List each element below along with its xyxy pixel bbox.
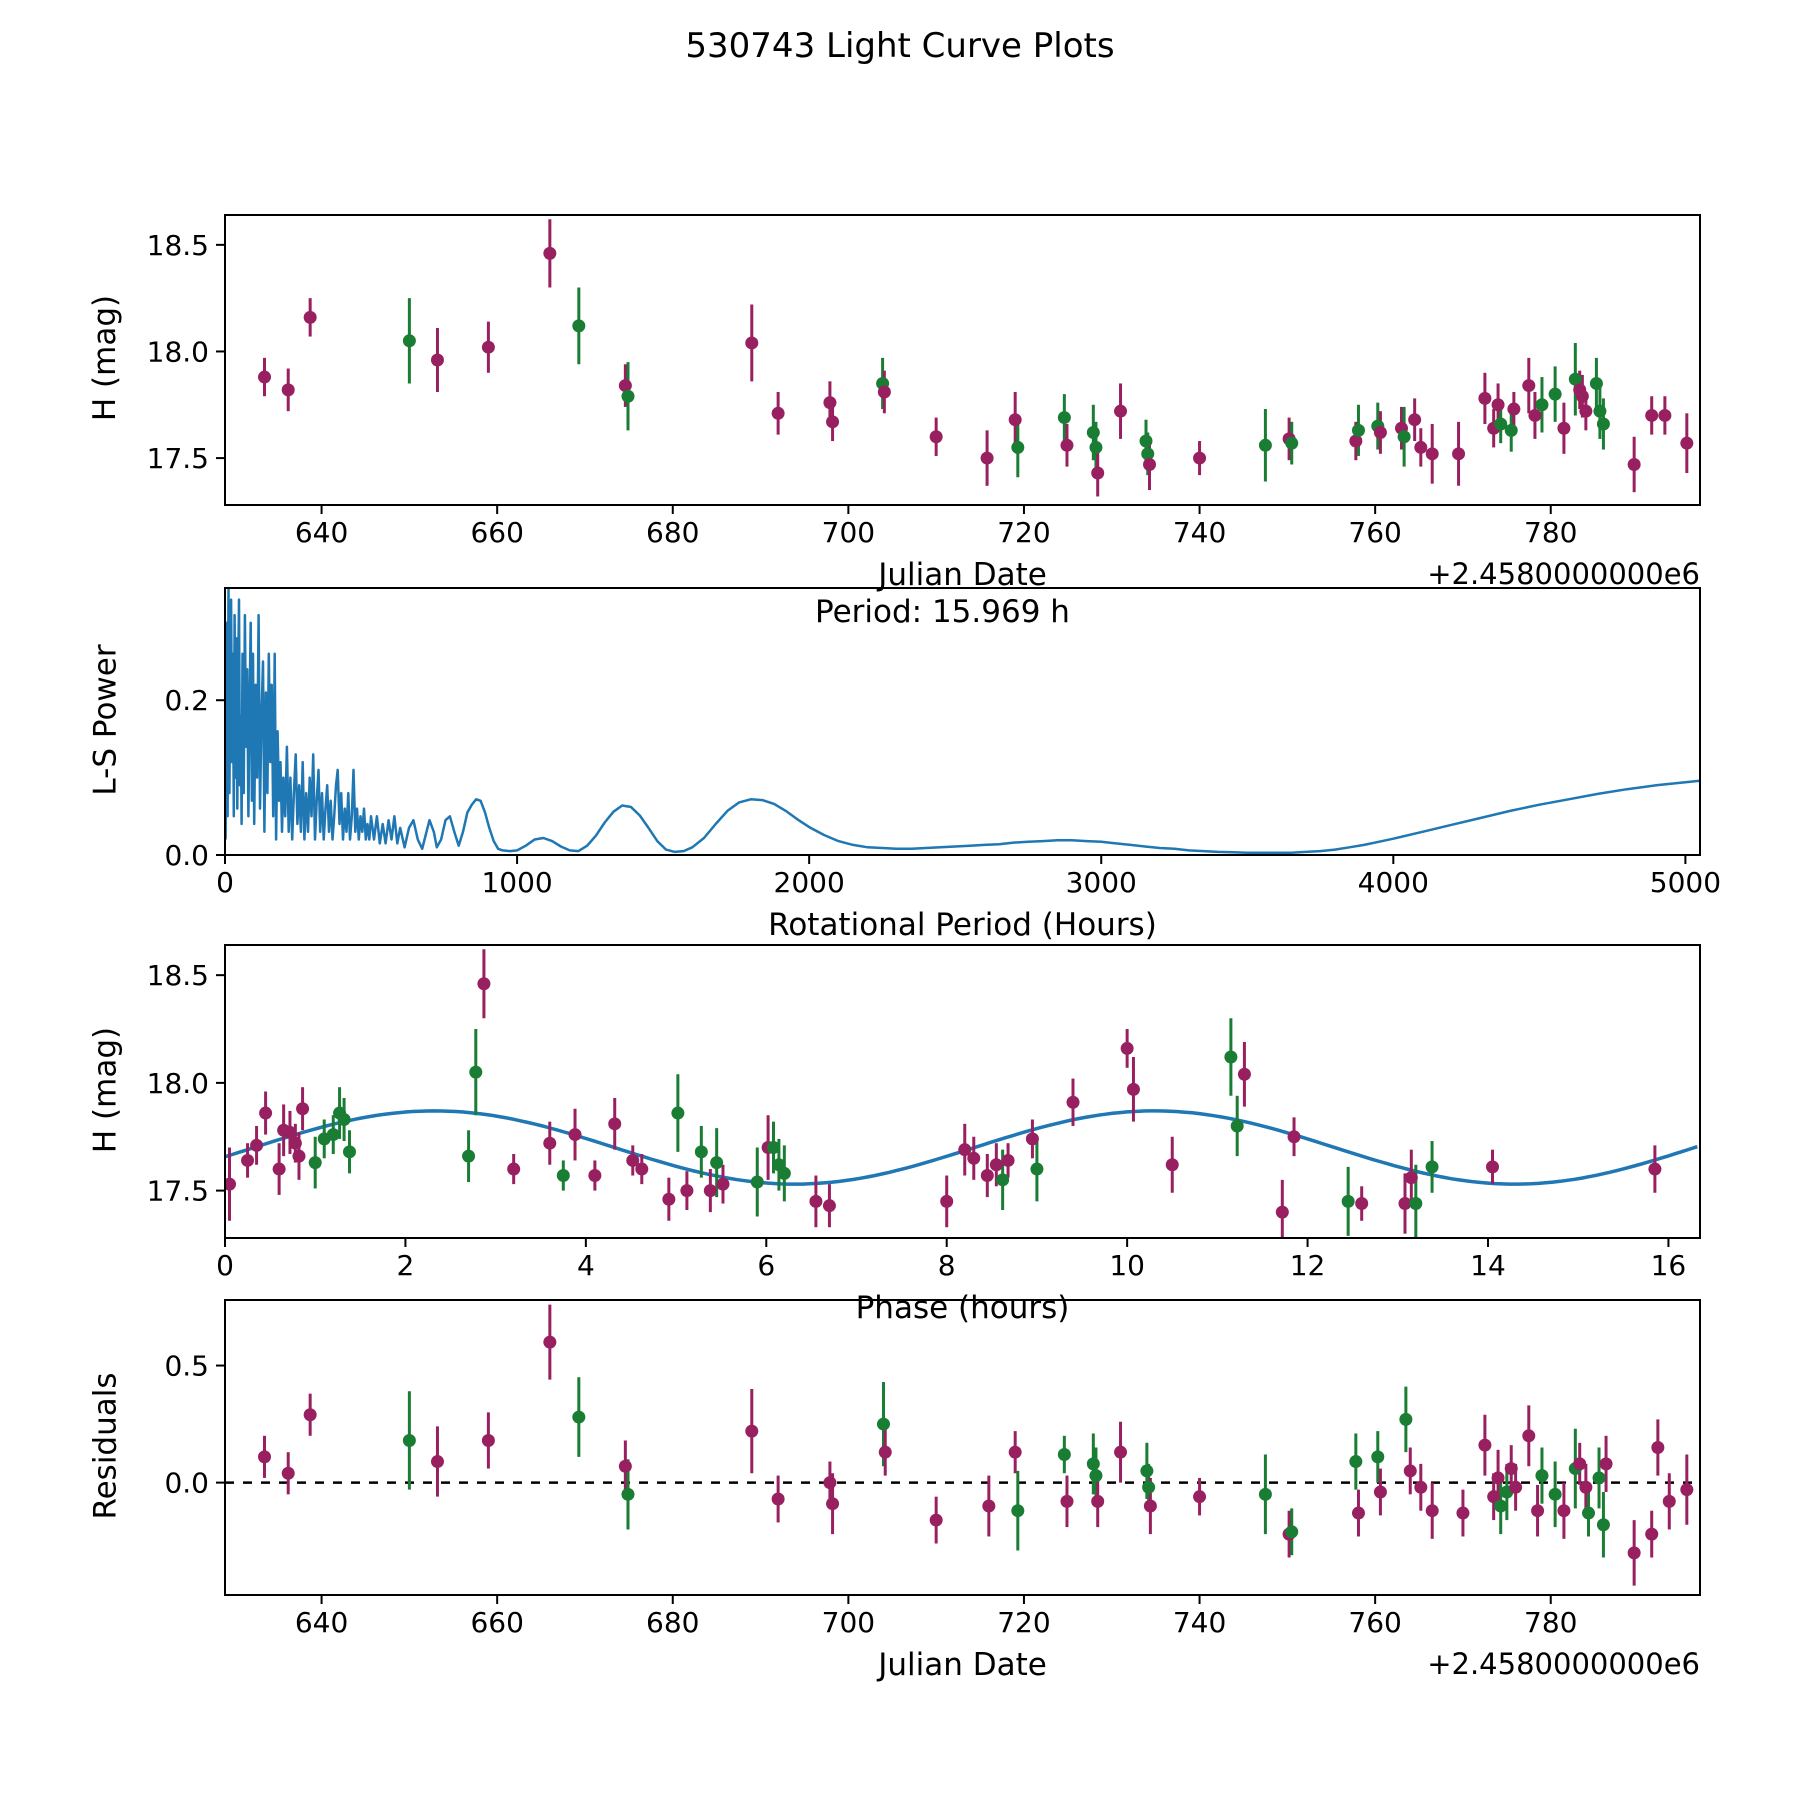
data-point bbox=[930, 1514, 943, 1527]
data-point bbox=[273, 1163, 286, 1176]
data-point bbox=[1087, 426, 1100, 439]
x-tick-label: 660 bbox=[470, 1605, 524, 1639]
data-point bbox=[462, 1150, 475, 1163]
phase-folded-panel bbox=[147, 945, 1700, 1282]
data-point bbox=[1285, 1525, 1298, 1538]
data-point bbox=[1011, 1504, 1024, 1517]
data-point bbox=[572, 1411, 585, 1424]
data-point bbox=[1426, 1160, 1439, 1173]
x-tick-label: 720 bbox=[997, 515, 1051, 549]
x-tick-label: 6 bbox=[757, 1248, 776, 1282]
data-point bbox=[1492, 1471, 1505, 1484]
y-tick-label: 0.0 bbox=[164, 1466, 209, 1500]
data-point bbox=[1089, 441, 1102, 454]
data-point bbox=[1680, 437, 1693, 450]
axis-label-residuals: Residuals bbox=[87, 1371, 123, 1520]
data-point bbox=[1478, 1439, 1491, 1452]
x-tick-label: 3000 bbox=[1065, 865, 1137, 899]
x-tick-label: 14 bbox=[1470, 1248, 1506, 1282]
x-tick-label: 660 bbox=[470, 515, 524, 549]
axis-label-julian-date-bottom: Julian Date bbox=[878, 1647, 1047, 1683]
data-point bbox=[282, 1467, 295, 1480]
x-tick-label: 640 bbox=[294, 515, 349, 549]
data-point bbox=[569, 1128, 582, 1141]
data-point bbox=[1509, 1481, 1522, 1494]
data-point bbox=[431, 1455, 444, 1468]
data-point bbox=[981, 452, 994, 465]
axis-label-ls-power: L-S Power bbox=[87, 643, 123, 796]
phase-folded-ticks bbox=[147, 959, 1687, 1282]
data-point bbox=[1531, 1504, 1544, 1517]
data-point bbox=[282, 383, 295, 396]
data-point bbox=[1414, 441, 1427, 454]
periodogram-ticks bbox=[164, 684, 1721, 899]
data-point bbox=[710, 1156, 723, 1169]
axis-label-h-mag-top: H (mag) bbox=[87, 294, 123, 422]
data-point bbox=[304, 1408, 317, 1421]
data-point bbox=[1507, 403, 1520, 416]
data-point bbox=[877, 1418, 890, 1431]
data-point bbox=[767, 1141, 780, 1154]
periodogram-panel bbox=[164, 588, 1721, 899]
data-point bbox=[1414, 1481, 1427, 1494]
data-point bbox=[1091, 467, 1104, 480]
data-point bbox=[671, 1107, 684, 1120]
data-point bbox=[304, 311, 317, 324]
data-point bbox=[1658, 409, 1671, 422]
x-tick-label: 700 bbox=[821, 1605, 876, 1639]
data-point bbox=[1060, 1495, 1073, 1508]
data-point bbox=[1492, 398, 1505, 411]
x-tick-label: 680 bbox=[646, 515, 700, 549]
x-tick-label: 640 bbox=[294, 1605, 349, 1639]
data-point bbox=[695, 1145, 708, 1158]
data-point bbox=[1238, 1068, 1251, 1081]
data-point bbox=[826, 415, 839, 428]
y-tick-label: 18.0 bbox=[146, 1066, 209, 1100]
x-tick-label: 2000 bbox=[773, 865, 845, 899]
data-point bbox=[1058, 411, 1071, 424]
x-tick-label: 720 bbox=[997, 1605, 1051, 1639]
data-point bbox=[1139, 435, 1152, 448]
x-tick-label: 680 bbox=[646, 1605, 700, 1639]
data-point bbox=[1405, 1171, 1418, 1184]
data-point bbox=[996, 1173, 1009, 1186]
data-point bbox=[1505, 1462, 1518, 1475]
data-point bbox=[1408, 413, 1421, 426]
data-point bbox=[1121, 1042, 1134, 1055]
data-point bbox=[1663, 1495, 1676, 1508]
axis-label-phase-hours: Phase (hours) bbox=[855, 1290, 1070, 1326]
data-point bbox=[751, 1175, 764, 1188]
data-point bbox=[1398, 430, 1411, 443]
data-point bbox=[1579, 1481, 1592, 1494]
x-tick-label: 780 bbox=[1524, 515, 1578, 549]
data-point bbox=[1628, 1546, 1641, 1559]
data-point bbox=[1549, 388, 1562, 401]
data-point bbox=[1522, 1429, 1535, 1442]
data-point bbox=[1127, 1083, 1140, 1096]
data-point bbox=[1557, 1504, 1570, 1517]
data-point bbox=[338, 1113, 351, 1126]
data-point bbox=[635, 1163, 648, 1176]
y-tick-label: 0.5 bbox=[164, 1349, 209, 1383]
data-point bbox=[259, 1107, 272, 1120]
light-curve-plot-area bbox=[258, 219, 1693, 496]
data-point bbox=[1114, 405, 1127, 418]
x-tick-label: 4 bbox=[576, 1248, 595, 1282]
figure-title: 530743 Light Curve Plots bbox=[685, 26, 1115, 66]
data-point bbox=[981, 1169, 994, 1182]
data-point bbox=[1285, 437, 1298, 450]
data-point bbox=[1374, 1485, 1387, 1498]
data-point bbox=[1409, 1197, 1422, 1210]
light-curve-spines bbox=[225, 215, 1700, 505]
data-point bbox=[1030, 1163, 1043, 1176]
data-point bbox=[1456, 1507, 1469, 1520]
data-point bbox=[1494, 1500, 1507, 1513]
data-point bbox=[982, 1500, 995, 1513]
x-tick-label: 1000 bbox=[481, 865, 553, 899]
data-point bbox=[507, 1163, 520, 1176]
data-point bbox=[1452, 447, 1465, 460]
data-point bbox=[1593, 405, 1606, 418]
data-point bbox=[1009, 413, 1022, 426]
x-tick-label: 760 bbox=[1348, 515, 1402, 549]
data-point bbox=[716, 1178, 729, 1191]
data-point bbox=[745, 1425, 758, 1438]
data-point bbox=[1276, 1206, 1289, 1219]
data-point bbox=[1259, 439, 1272, 452]
x-tick-label: 5000 bbox=[1649, 865, 1722, 899]
data-points bbox=[258, 247, 1693, 480]
y-tick-label: 17.5 bbox=[146, 442, 209, 476]
data-point bbox=[477, 977, 490, 990]
data-point bbox=[1645, 409, 1658, 422]
data-point bbox=[327, 1128, 340, 1141]
y-tick-label: 18.5 bbox=[146, 959, 209, 993]
x-tick-label: 2 bbox=[396, 1248, 415, 1282]
x-tick-label: 780 bbox=[1524, 1605, 1578, 1639]
data-point bbox=[1597, 1518, 1610, 1531]
data-point bbox=[1426, 1504, 1439, 1517]
data-point bbox=[1528, 409, 1541, 422]
data-point bbox=[823, 1476, 836, 1489]
data-point bbox=[1231, 1119, 1244, 1132]
phase-folded-plot-area bbox=[223, 949, 1697, 1244]
x-tick-label: 16 bbox=[1650, 1248, 1687, 1282]
data-point bbox=[772, 1493, 785, 1506]
data-point bbox=[1371, 1450, 1384, 1463]
y-tick-label: 0.0 bbox=[164, 839, 209, 872]
data-point bbox=[1505, 424, 1518, 437]
data-point bbox=[1142, 1481, 1155, 1494]
data-point bbox=[403, 1434, 416, 1447]
data-point bbox=[403, 334, 416, 347]
data-point bbox=[296, 1102, 309, 1115]
data-points bbox=[258, 1336, 1693, 1560]
y-tick-label: 0.2 bbox=[164, 684, 209, 718]
data-point bbox=[1058, 1448, 1071, 1461]
data-point bbox=[292, 1150, 305, 1163]
data-point bbox=[1680, 1483, 1693, 1496]
y-tick-label: 18.5 bbox=[146, 228, 209, 262]
data-point bbox=[823, 1199, 836, 1212]
data-point bbox=[879, 1446, 892, 1459]
data-point bbox=[1352, 424, 1365, 437]
data-point bbox=[1648, 1163, 1661, 1176]
data-point bbox=[1144, 1500, 1157, 1513]
data-point bbox=[1355, 1197, 1368, 1210]
data-point bbox=[543, 1137, 556, 1150]
axis-label-rotational-period: Rotational Period (Hours) bbox=[768, 907, 1157, 943]
data-point bbox=[1087, 1457, 1100, 1470]
y-tick-label: 18.0 bbox=[146, 335, 209, 369]
phase-folded-spines bbox=[225, 945, 1700, 1238]
data-point bbox=[704, 1184, 717, 1197]
data-point bbox=[241, 1154, 254, 1167]
data-point bbox=[431, 354, 444, 367]
data-point bbox=[608, 1117, 621, 1130]
data-point bbox=[619, 1460, 632, 1473]
data-point bbox=[1002, 1154, 1015, 1167]
x-tick-label: 10 bbox=[1109, 1248, 1145, 1282]
axis-offset-text-bottom: +2.4580000000e6 bbox=[1427, 1647, 1700, 1681]
data-point bbox=[967, 1152, 980, 1165]
data-point bbox=[309, 1156, 322, 1169]
residuals-plot-area bbox=[225, 1305, 1700, 1586]
error-bars bbox=[265, 219, 1687, 496]
data-point bbox=[1573, 1457, 1586, 1470]
data-point bbox=[572, 319, 585, 332]
data-point bbox=[1091, 1495, 1104, 1508]
data-point bbox=[1342, 1195, 1355, 1208]
x-tick-label: 740 bbox=[1172, 515, 1227, 549]
data-point bbox=[823, 396, 836, 409]
period-annotation: Period: 15.969 h bbox=[815, 594, 1070, 630]
axis-label-h-mag-phase: H (mag) bbox=[87, 1026, 123, 1153]
data-point bbox=[1557, 422, 1570, 435]
data-point bbox=[940, 1195, 953, 1208]
x-tick-label: 12 bbox=[1289, 1248, 1326, 1282]
data-point bbox=[1426, 447, 1439, 460]
data-point bbox=[482, 341, 495, 354]
data-point bbox=[1576, 390, 1589, 403]
data-point bbox=[930, 430, 943, 443]
data-point bbox=[745, 336, 758, 349]
data-points bbox=[223, 977, 1661, 1218]
data-point bbox=[1486, 1160, 1499, 1173]
data-point bbox=[1089, 1469, 1102, 1482]
data-point bbox=[1399, 1413, 1412, 1426]
data-point bbox=[1628, 458, 1641, 471]
light-curve-panel bbox=[147, 215, 1700, 549]
x-tick-label: 760 bbox=[1348, 1605, 1402, 1639]
data-point bbox=[1143, 458, 1156, 471]
x-tick-label: 4000 bbox=[1357, 865, 1429, 899]
data-point bbox=[772, 407, 785, 420]
data-point bbox=[826, 1497, 839, 1510]
data-point bbox=[343, 1145, 356, 1158]
data-point bbox=[1590, 377, 1603, 390]
data-point bbox=[557, 1169, 570, 1182]
data-point bbox=[1140, 1464, 1153, 1477]
data-point bbox=[1009, 1446, 1022, 1459]
data-point bbox=[621, 390, 634, 403]
data-point bbox=[482, 1434, 495, 1447]
data-point bbox=[878, 385, 891, 398]
data-point bbox=[250, 1139, 263, 1152]
data-point bbox=[1193, 1490, 1206, 1503]
x-tick-label: 700 bbox=[821, 515, 876, 549]
data-point bbox=[1352, 1507, 1365, 1520]
data-point bbox=[1535, 398, 1548, 411]
data-point bbox=[1593, 1471, 1606, 1484]
y-tick-label: 17.5 bbox=[146, 1174, 209, 1208]
data-point bbox=[1579, 405, 1592, 418]
data-point bbox=[1582, 1507, 1595, 1520]
axis-offset-text-top: +2.4580000000e6 bbox=[1427, 557, 1700, 591]
data-point bbox=[1349, 1455, 1362, 1468]
data-point bbox=[1166, 1158, 1179, 1171]
data-point bbox=[1259, 1488, 1272, 1501]
data-point bbox=[1193, 452, 1206, 465]
data-point bbox=[1549, 1488, 1562, 1501]
light-curve-ticks bbox=[147, 229, 1578, 549]
data-point bbox=[1224, 1051, 1237, 1064]
data-point bbox=[258, 1450, 271, 1463]
residuals-spines bbox=[225, 1300, 1700, 1595]
data-point bbox=[588, 1169, 601, 1182]
x-tick-label: 740 bbox=[1172, 1605, 1227, 1639]
data-point bbox=[469, 1066, 482, 1079]
data-point bbox=[1522, 379, 1535, 392]
data-point bbox=[778, 1167, 791, 1180]
data-point bbox=[1374, 426, 1387, 439]
data-point bbox=[543, 1336, 556, 1349]
data-point bbox=[1404, 1464, 1417, 1477]
axis-label-julian-date-top: Julian Date bbox=[878, 557, 1047, 593]
data-point bbox=[1114, 1446, 1127, 1459]
data-point bbox=[1600, 1457, 1613, 1470]
residuals-panel bbox=[164, 1300, 1700, 1639]
data-point bbox=[662, 1193, 675, 1206]
data-point bbox=[621, 1488, 634, 1501]
data-point bbox=[809, 1195, 822, 1208]
data-point bbox=[543, 247, 556, 260]
data-point bbox=[1011, 441, 1024, 454]
data-point bbox=[1067, 1096, 1080, 1109]
data-point bbox=[1478, 392, 1491, 405]
data-point bbox=[1288, 1130, 1301, 1143]
data-point bbox=[990, 1158, 1003, 1171]
data-point bbox=[1651, 1441, 1664, 1454]
data-point bbox=[680, 1184, 693, 1197]
x-tick-label: 8 bbox=[937, 1248, 956, 1282]
data-point bbox=[1060, 439, 1073, 452]
data-point bbox=[1597, 417, 1610, 430]
x-tick-label: 0 bbox=[216, 1248, 234, 1282]
x-tick-label: 0 bbox=[216, 865, 234, 899]
data-point bbox=[1535, 1469, 1548, 1482]
data-point bbox=[1026, 1132, 1039, 1145]
error-bars bbox=[265, 1305, 1687, 1586]
data-point bbox=[258, 371, 271, 384]
data-point bbox=[289, 1137, 302, 1150]
data-point bbox=[1645, 1528, 1658, 1541]
